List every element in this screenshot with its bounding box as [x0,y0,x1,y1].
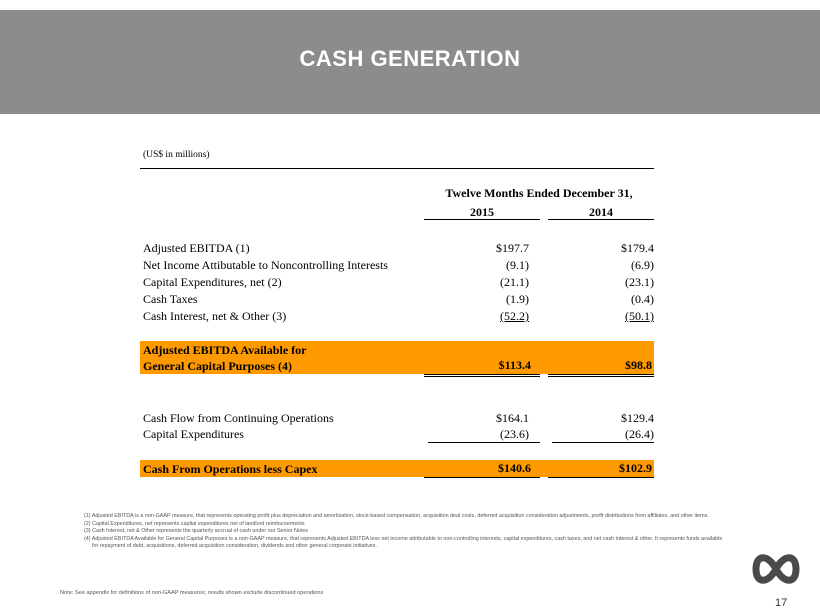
total-rule-2014 [548,477,654,478]
row-label: Capital Expenditures, net (2) [143,275,282,289]
row-value-2014: $179.4 [621,241,654,255]
highlight-value-2015: $113.4 [498,358,531,372]
page-title: CASH GENERATION [299,46,521,71]
row-value-2015: (21.1) [500,275,529,289]
subtotal-rule-2014 [552,442,654,443]
table-row [0,427,820,443]
row-value-2015: (23.6) [500,427,529,441]
row-label: Cash Flow from Continuing Operations [143,411,334,425]
year-header-2014: 2014 [589,205,613,219]
footnote-3: (3) Cash Interest, net & Other represents the quarterly accrual of cash under our Senior Notes [84,528,309,535]
year-rule-2015 [424,219,540,220]
highlight-label-line2: General Capital Purposes (4) [143,359,292,373]
subtotal-rule-2015 [428,442,540,443]
double-rule-2014 [548,374,654,377]
table-row [0,275,820,291]
page-number: 17 [775,597,788,609]
double-rule-2015 [424,374,540,377]
row-value-2015: (52.2) [500,309,529,323]
highlight-value-2014: $98.8 [625,358,652,372]
footnotes [84,513,724,551]
footnote-4: (4) Adjusted EBITDA Available for General Capital Purposes is a non-GAAP measure, that represents Adjusted EBITDA less net income attributable to non-controlling interests, capital expenditures, cash taxes, and net cash interest & other. It represents funds available for repayment of debt, acquisitions, deferred acquisition consideration, dividends and other general corporate initiatives. [84,535,723,550]
year-header-2015: 2015 [470,205,494,219]
row-value-2015: $164.1 [496,411,529,425]
row-value-2014: (50.1) [625,309,654,323]
row-value-2014: (0.4) [631,292,654,306]
row-label: Capital Expenditures [143,427,244,441]
disclaimer-note: Note: See appendix for definitions of non-GAAP measures; results shown exclude discontinued operations [60,590,324,596]
infinity-logo-icon [752,548,800,590]
table-row [0,292,820,308]
table-row [0,309,820,325]
period-header: Twelve Months Ended December 31, [445,186,633,200]
row-value-2014: (6.9) [631,258,654,272]
header-banner [0,10,820,114]
highlight-row-cash-less-capex [140,460,654,477]
table-row [0,241,820,257]
highlight-value-2014: $102.9 [619,461,652,475]
footnote-1: (1) Adjusted EBITDA is a non-GAAP measure, that represents operating profit plus depreciation and amortization, stock-based compensation, acquisition deal costs, deferred acquisition consideration adjustments, profit distributions from affiliates, and other items. [84,513,709,519]
row-value-2014: (23.1) [625,275,654,289]
total-rule-2015 [424,477,540,478]
row-label: Cash Taxes [143,292,198,306]
units-label: (US$ in millions) [143,150,210,160]
highlight-row-ebitda-available [140,341,654,374]
row-value-2014: $129.4 [621,411,654,425]
highlight-value-2015: $140.6 [498,461,531,475]
year-rule-2014 [548,219,654,220]
table-top-rule [140,168,654,169]
row-value-2015: (9.1) [506,258,529,272]
row-value-2015: $197.7 [496,241,529,255]
highlight-label: Cash From Operations less Capex [143,462,318,476]
row-label: Adjusted EBITDA (1) [143,241,250,255]
row-label: Net Income Attibutable to Noncontrolling Interests [143,258,388,272]
table-row [0,258,820,274]
row-value-2015: (1.9) [506,292,529,306]
row-value-2014: (26.4) [625,427,654,441]
row-label: Cash Interest, net & Other (3) [143,309,287,323]
table-row [0,411,820,427]
footnote-2: (2) Capital Expenditures, net represents capital expenditures net of landlord reimbursements [84,520,305,527]
highlight-label-line1: Adjusted EBITDA Available for [143,343,307,357]
